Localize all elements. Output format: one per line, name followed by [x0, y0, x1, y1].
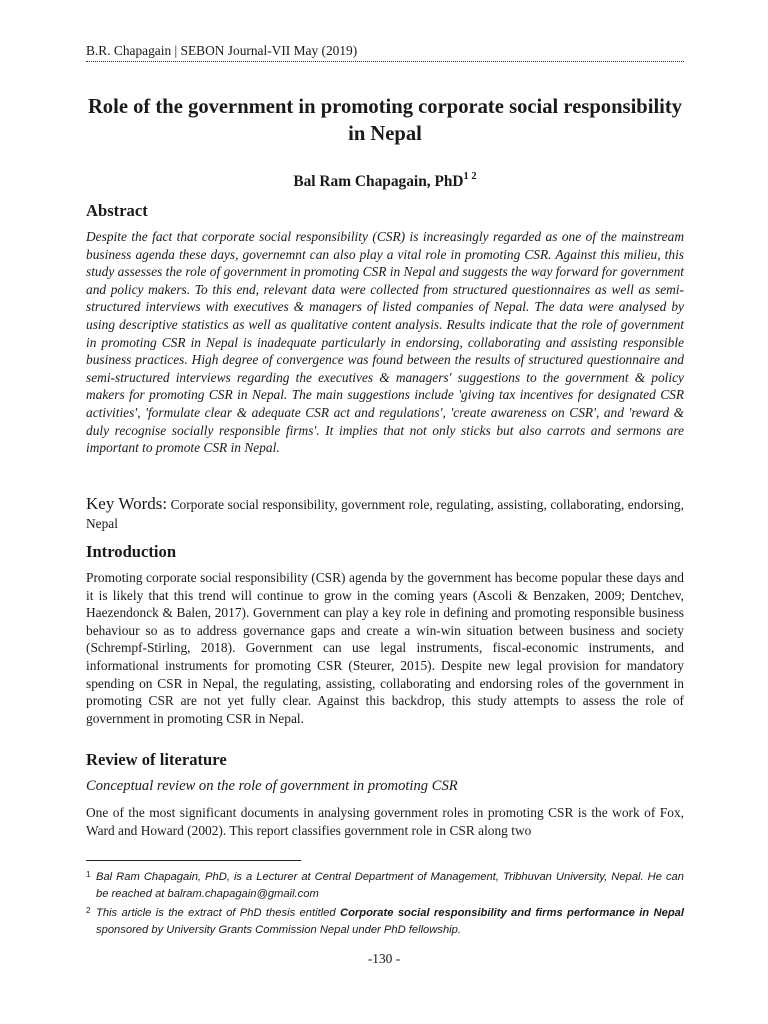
paper-title: Role of the government in promoting corporate social responsibility in Nepal	[87, 96, 683, 145]
footnote-2	[86, 905, 684, 938]
footnote-rule	[86, 860, 301, 861]
footnotes	[86, 869, 684, 938]
abstract-text: Despite the fact that corporate social responsibility (CSR) is increasingly regarded as one of the mainstream business agenda these days, governemnt can also play a vital role in promoting CSR. Against this milieu, this study assesses the role of government in promoting CSR in Nepal and suggests the way forward for government and policy makers. To this end, relevant data were collected from structured questionnaires as well as semi-structured interviews with executives & managers of listed companies of Nepal. The data were analysed by using descriptive statistics as well as qualitative content analysis. Results indicate that the role of government in promoting CSR in Nepal is inadequate particularly in endorsing, collaborating and assisting responsible business practices. High degree of convergence was found between the results of structured questionnaire and semi-structured interviews regarding the executives & managers' suggestions to the government & policy makers for promoting CSR in Nepal. The main suggestions include 'giving tax incentives for designated CSR activities', 'formulate clear & adequate CSR act and regulations', 'create awareness on CSR', and 'reward & duly recognise socially responsible firms'. It implies that not only sticks but also carrots and sermons are important to promote CSR in Nepal.	[86, 229, 684, 456]
author-footnote-marks: 1 2	[463, 170, 477, 182]
footnote-text: Bal Ram Chapagain, PhD, is a Lecturer at Central Department of Management, Tribhuvan University, Nepal. He can be reached at balram.chapagain@gmail.com	[96, 871, 684, 900]
running-header: B.R. Chapagain | SEBON Journal-VII May (2019)	[86, 43, 358, 58]
keywords-colon: :	[162, 494, 168, 513]
footnote-mark: 2	[86, 906, 91, 916]
review-text: One of the most significant documents in analysing government roles in promoting CSR is the work of Fox, Ward and Howard (2002). This report classifies government role in CSR along two	[86, 805, 684, 838]
footnote-mark: 1	[86, 870, 91, 879]
footnote-1	[86, 869, 684, 902]
keywords	[86, 494, 684, 533]
author-line	[86, 172, 684, 192]
footnote-thesis-title: Corporate social responsibility and firms performance in Nepal	[340, 907, 684, 920]
abstract-heading: Abstract	[86, 201, 148, 220]
footnote-text-after: sponsored by University Grants Commission Nepal under PhD fellowship.	[96, 923, 461, 936]
page-number: -130 -	[367, 951, 401, 966]
keywords-text: Corporate social responsibility, government role, regulating, assisting, collaborating, endorsing, Nepal	[86, 497, 684, 531]
keywords-label: Key Words	[86, 494, 163, 513]
review-subheading: Conceptual review on the role of government in promoting CSR	[86, 778, 458, 794]
header-rule	[86, 61, 684, 62]
author-name: Bal Ram Chapagain, PhD	[293, 173, 464, 190]
introduction-heading: Introduction	[86, 542, 177, 561]
footnote-text	[96, 905, 684, 938]
review-heading: Review of literature	[86, 750, 227, 769]
introduction-text: Promoting corporate social responsibility (CSR) agenda by the government has become popular these days and it is likely that this trend will continue to grow in the coming years (Ascoli & Benzaken, 2009; Dentchev, Haezendonck & Balen, 2017). Government can play a key role in defining and promoting responsible business behaviour so as to address governance gaps and create a win-win situation between business and society (Schrempf-Stirling, 2018). Government can use legal instruments, fiscal-economic instruments, and informational instruments for promoting CSR (Steurer, 2015). Despite new legal provision for mandatory spending on CSR in Nepal, the regulating, assisting, collaborating and endorsing roles of the government in promoting CSR are not yet fully clear. Against this backdrop, this study attempts to assess the role of government in promoting CSR in Nepal.	[86, 570, 684, 726]
footnote-text-before: This article is the extract of PhD thesis entitled	[96, 907, 340, 920]
